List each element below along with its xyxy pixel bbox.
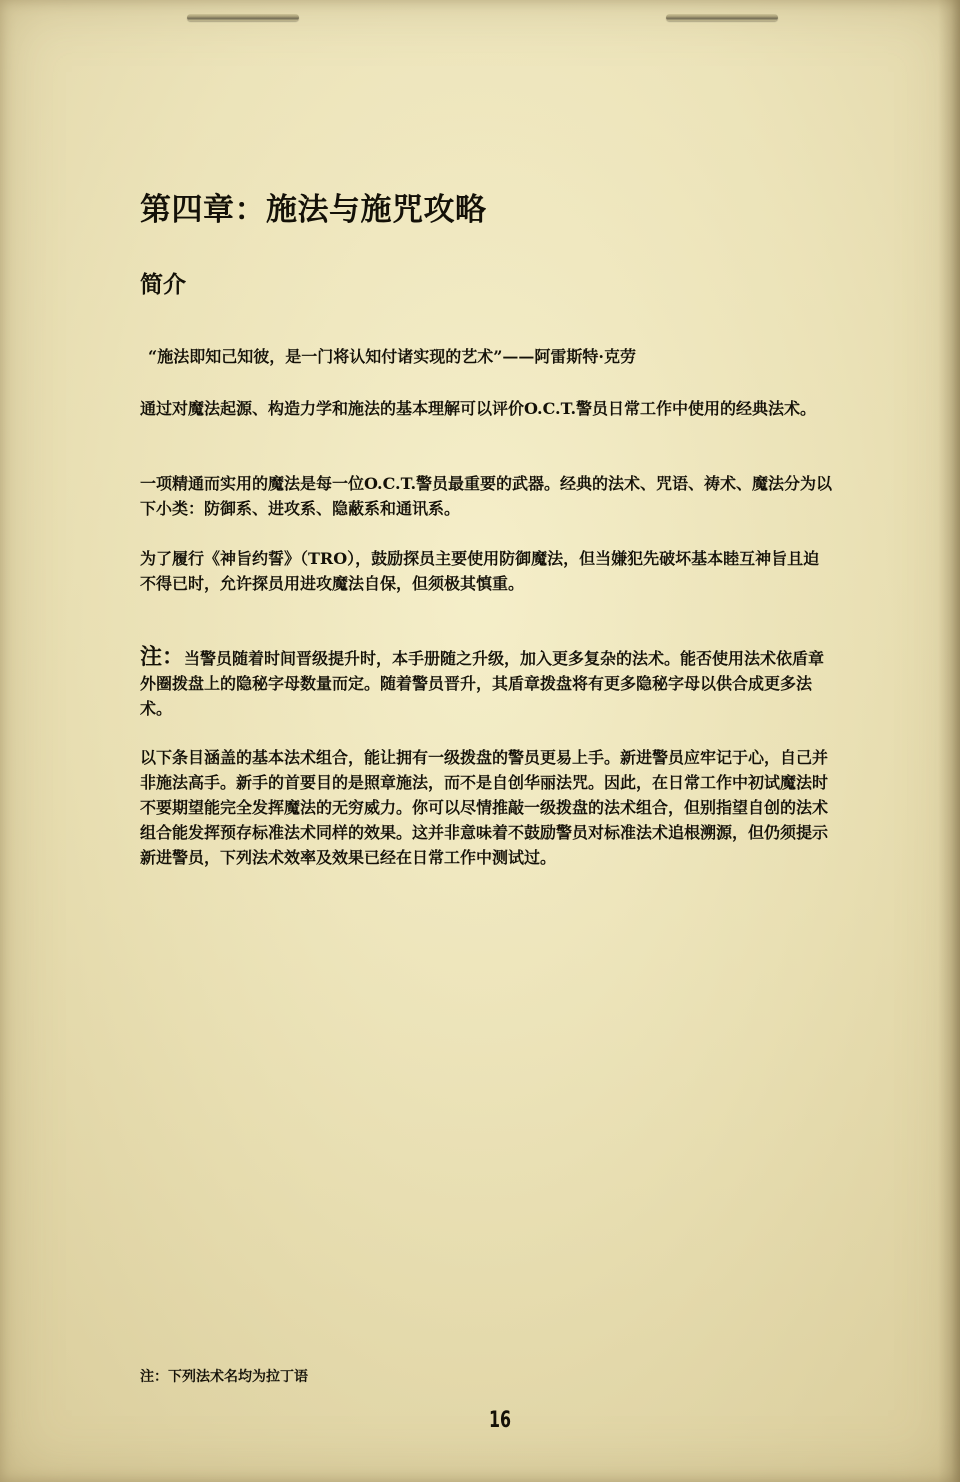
page-edge — [938, 0, 960, 1482]
note-label: 注： — [140, 644, 185, 670]
paragraph-1: 通过对魔法起源、构造力学和施法的基本理解可以评价O.C.T.警员日常工作中使用的经典法术。 — [140, 399, 817, 418]
paragraph-3: 为了履行《神旨约誓》（TRO），鼓励探员主要使用防御魔法，但当嫌犯先破坏基本睦互神旨且迫不得已时，允许探员用进攻魔法自保，但须极其慎重。 — [140, 549, 820, 593]
chapter-title: 第四章：施法与施咒攻略 — [140, 192, 487, 228]
section-title: 简介 — [140, 271, 186, 298]
paragraph-2: 一项精通而实用的魔法是每一位O.C.T.警员最重要的武器。经典的法术、咒语、祷术、魔法分为以下小类：防御系、进攻系、隐蔽系和通讯系。 — [140, 474, 833, 518]
epigraph-quote: “施法即知己知彼，是一门将认知付诸实现的艺术”——阿雷斯特·克劳 — [148, 347, 636, 366]
binding-slot-right — [666, 14, 778, 21]
note-paragraph — [140, 645, 835, 721]
footnote: 注：下列法术名均为拉丁语 — [140, 1369, 308, 1385]
page-number: 16 — [488, 1408, 512, 1433]
binding-slot-left — [187, 14, 299, 21]
closing-paragraph: 以下条目涵盖的基本法术组合，能让拥有一级拨盘的警员更易上手。新进警员应牢记于心，自己并非施法高手。新手的首要目的是照章施法，而不是自创华丽法咒。因此，在日常工作中初试魔法时不要期望能完全发挥魔法的无穷威力。你可以尽情推敲一级拨盘的法术组合，但别指望自创的法术组合能发挥预存标准法术同样的效果。这并非意味着不鼓励警员对标准法术追根溯源，但仍须提示新进警员，下列法术效率及效果已经在日常工作中测试过。 — [140, 748, 829, 867]
note-text: 当警员随着时间晋级提升时，本手册随之升级，加入更多复杂的法术。能否使用法术依盾章外圈拨盘上的隐秘字母数量而定。随着警员晋升，其盾章拨盘将有更多隐秘字母以供合成更多法术。 — [140, 649, 825, 718]
